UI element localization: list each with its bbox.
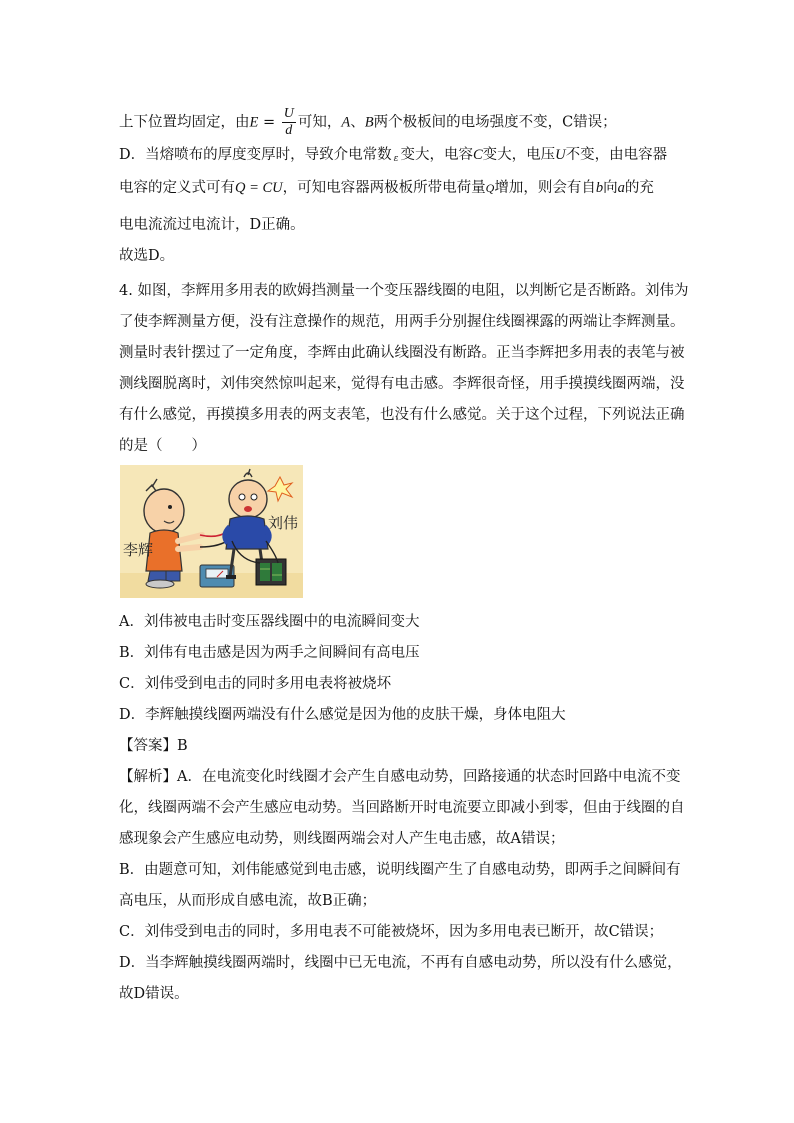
text-span: 不变，由电容器 <box>565 147 668 163</box>
prev-solution-line-3 <box>119 178 654 198</box>
analysis-line: 化，线圈两端不会产生感应电动势。当回路断开时电流要立即减小到零，但由于线圈的自 <box>119 800 685 816</box>
analysis-line: 感现象会产生感应电动势，则线圈两端会对人产生电击感，故A错误； <box>119 831 565 847</box>
formula-equals: = <box>258 114 280 131</box>
text-span: 的充 <box>624 180 654 196</box>
prev-solution-line-2 <box>119 145 667 169</box>
cartoon-illustration <box>120 465 303 598</box>
option-a: A．刘伟被电击时变压器线圈中的电流瞬间变大 <box>119 614 420 630</box>
prev-solution-line-4: 电电流流过电流计，D正确。 <box>119 217 305 233</box>
text-span: 电容的定义式可有 <box>119 180 235 196</box>
symbol-a: a <box>617 180 625 196</box>
option-c: C．刘伟受到电击的同时多用电表将被烧坏 <box>119 676 392 692</box>
symbol-epsilon: ε <box>393 154 399 164</box>
analysis-line: B．由题意可知，刘伟能感觉到电击感，说明线圈产生了自感电动势，即两手之间瞬间有 <box>119 862 681 878</box>
symbol-u: U <box>555 147 566 163</box>
prev-solution-line-1 <box>119 106 617 139</box>
text-span: 两个极板间的电场强度不变，C错误； <box>373 114 617 131</box>
formula-e: E <box>249 114 259 131</box>
text-span: 可知， <box>297 114 342 131</box>
formula-q-cu: Q = CU <box>235 180 283 196</box>
question-line: 有什么感觉，再摸摸多用表的两支表笔，也没有什么感觉。关于这个过程，下列说法正确 <box>119 407 685 423</box>
option-b: B．刘伟有电击感是因为两手之间瞬间有高电压 <box>119 645 420 661</box>
symbol-c: C <box>472 147 483 163</box>
text-span: ，可知电容器两极板所带电荷量 <box>282 180 486 196</box>
answer: 【答案】B <box>119 738 188 754</box>
question-line: 测量时表针摆过了一定角度，李辉由此确认线圈没有断路。正当李辉把多用表的表笔与被 <box>119 345 685 361</box>
question-line: 的是（ ） <box>119 438 206 454</box>
option-d: D．李辉触摸线圈两端没有什么感觉是因为他的皮肤干燥，身体电阻大 <box>119 707 566 723</box>
fraction-denominator: d <box>285 123 293 138</box>
analysis-line: 高电压，从而形成自感电流，故B正确； <box>119 893 377 909</box>
fraction-numerator: U <box>283 106 294 121</box>
text-span: 变大，电压 <box>482 147 556 163</box>
analysis-line: D．当李辉触摸线圈两端时，线圈中已无电流，不再有自感电动势，所以没有什么感觉， <box>119 955 682 971</box>
fraction-u-over-d <box>282 106 296 139</box>
text-span: 变大，电容 <box>400 147 473 163</box>
text-span: 、 <box>350 114 365 131</box>
transformer-coil <box>256 559 286 585</box>
figure-label-right: 刘伟 <box>268 514 299 532</box>
text-span: 增加，则会有自 <box>494 180 596 196</box>
analysis-line: 【解析】A．在电流变化时线圈才会产生自感电动势，回路接通的状态时回路中电流不变 <box>119 769 681 785</box>
question-line: 测线圈脱离时，刘伟突然惊叫起来，觉得有电击感。李辉很奇怪，用手摸摸线圈两端，没 <box>119 376 685 392</box>
symbol-b: b <box>595 180 604 196</box>
symbol-a-upper: A <box>341 114 351 131</box>
symbol-q: Q <box>485 181 495 195</box>
symbol-b-upper: B <box>364 114 374 131</box>
question-line: 4. 如图，李辉用多用表的欧姆挡测量一个变压器线圈的电阻，以判断它是否断路。刘伟为 <box>119 283 689 299</box>
figure-label-left: 李辉 <box>123 541 154 559</box>
analysis-line: C．刘伟受到电击的同时，多用电表不可能被烧坏，因为多用电表已断开，故C错误； <box>119 924 664 940</box>
text-span: 向 <box>603 180 618 196</box>
text-span: 上下位置均固定，由 <box>119 114 250 131</box>
question-line: 了使李辉测量方便，没有注意操作的规范，用两手分别握住线圈裸露的两端让李辉测量。 <box>119 314 685 330</box>
analysis-line: 故D错误。 <box>119 986 189 1002</box>
prev-choice: 故选D。 <box>119 248 175 264</box>
text-span: D．当熔喷布的厚度变厚时，导致介电常数 <box>119 147 392 163</box>
